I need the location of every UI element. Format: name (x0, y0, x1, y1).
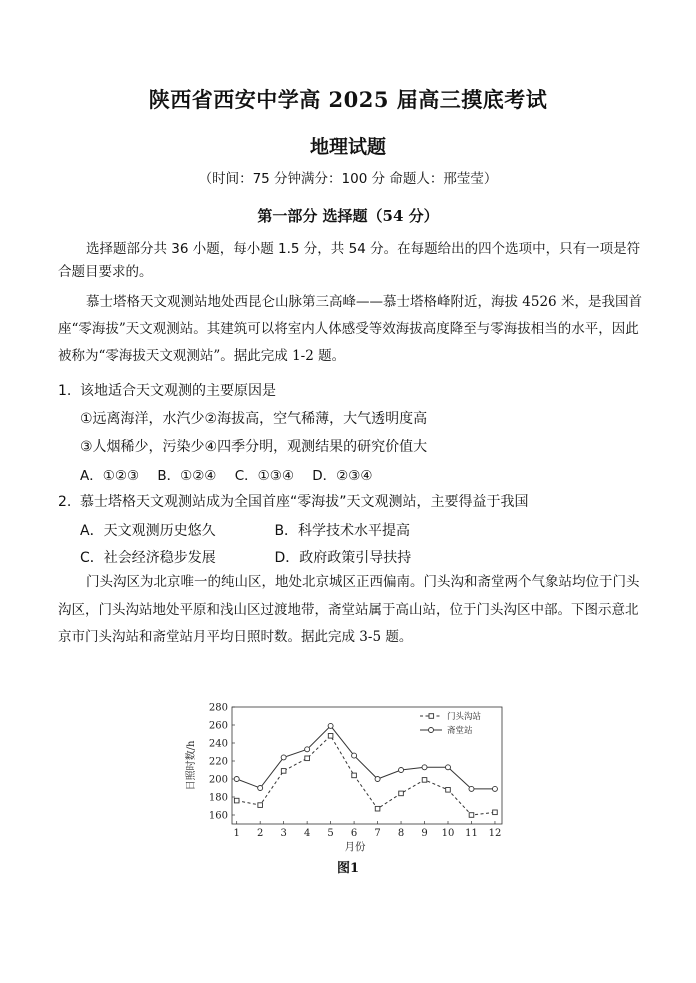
x-tick-label: 11 (465, 828, 478, 839)
question-2-options-row1 (80, 520, 464, 540)
x-tick-label: 1 (233, 828, 240, 839)
y-tick-label: 280 (208, 702, 228, 714)
exam-meta: （时间：75 分钟满分：100 分 命题人：邢莹莹） (198, 171, 498, 187)
data-point-circle (469, 786, 474, 791)
option-d[interactable]: D．②③④ (312, 468, 373, 484)
x-tick-label: 5 (327, 828, 334, 839)
data-point-square (352, 773, 357, 778)
option-a[interactable]: A．①②③ (80, 468, 140, 484)
option-b[interactable]: B．科学技术水平提高 (274, 523, 411, 539)
data-point-circle (422, 765, 427, 770)
question-1-statements-line2: ③人烟稀少，污染少④四季分明，观测结果的研究价值大 (80, 439, 428, 455)
data-point-circle (375, 777, 380, 782)
legend-label: 斋堂站 (447, 726, 473, 737)
x-tick-label: 7 (374, 828, 381, 839)
data-point-circle (446, 765, 451, 770)
x-tick-label: 12 (488, 828, 502, 839)
y-tick-label: 200 (208, 774, 228, 786)
question-number: 2. (58, 494, 72, 510)
data-point-square (281, 769, 286, 774)
data-point-square (375, 806, 380, 811)
legend-marker-square (429, 714, 434, 719)
y-tick-label: 240 (208, 738, 228, 750)
legend-marker-circle (429, 728, 434, 733)
exam-title: 陕西省西安中学高 2025 届高三摸底考试 (148, 87, 548, 112)
passage-1: 慕士塔格天文观测站地处西昆仑山脉第三高峰——慕士塔格峰附近，海拔 4526 米，是我国首座“零海拔”天文观测站。其建筑可以将室内人体感受等效海拔高度降至与零海拔相当的水平，因此被称为“零海拔天文观测站”。据此完成 1-2 题。 (58, 294, 642, 364)
y-tick-label: 160 (208, 810, 228, 822)
subject-title: 地理试题 (309, 136, 386, 158)
figure-caption: 图1 (336, 861, 360, 876)
data-point-square (258, 803, 263, 808)
data-point-circle (305, 747, 310, 752)
y-tick-label: 180 (208, 792, 228, 804)
question-1 (58, 381, 648, 401)
x-tick-label: 4 (303, 828, 311, 839)
y-tick-label: 220 (208, 756, 228, 768)
data-point-square (422, 778, 427, 783)
question-2-options-row2 (80, 547, 464, 567)
x-tick-label: 10 (441, 828, 455, 839)
data-point-square (469, 813, 474, 818)
y-tick-label: 260 (208, 720, 228, 732)
data-point-square (399, 791, 404, 796)
data-point-square (328, 734, 333, 739)
data-point-square (305, 756, 310, 761)
question-number: 1. (58, 383, 72, 399)
data-point-circle (352, 753, 357, 758)
question-1-options (80, 464, 386, 484)
data-point-circle (492, 786, 497, 791)
data-point-circle (234, 777, 239, 782)
x-tick-label: 8 (397, 828, 405, 839)
data-point-square (446, 788, 451, 793)
question-1-statements-line1: ①远离海洋，水汽少②海拔高，空气稀薄，大气透明度高 (80, 411, 428, 427)
sunshine-hours-chart (180, 697, 510, 857)
question-stem: 慕士塔格天文观测站成为全国首座“零海拔”天文观测站，主要得益于我国 (80, 494, 529, 510)
data-point-circle (281, 755, 286, 760)
question-2 (58, 492, 648, 512)
data-point-circle (328, 723, 333, 728)
option-d[interactable]: D．政府政策引导扶持 (274, 550, 412, 566)
data-point-square (234, 798, 239, 803)
x-tick-label: 6 (350, 828, 358, 839)
x-tick-label: 9 (421, 828, 428, 839)
x-axis-label: 月份 (344, 841, 366, 853)
passage-2: 门头沟区为北京唯一的纯山区，地处北京城区正西偏南。门头沟和斋堂两个气象站均位于门头沟区，门头沟站地处平原和浅山区过渡地带，斋堂站属于高山站，位于门头沟区中部。下图示意北京市门头沟站和斋堂站月平均日照时数。据此完成 3-5 题。 (58, 574, 640, 645)
y-axis-label: 日照时数/h (186, 740, 197, 791)
x-tick-label: 3 (280, 828, 287, 839)
question-stem: 该地适合天文观测的主要原因是 (80, 383, 276, 399)
data-point-circle (258, 786, 263, 791)
option-a[interactable]: A．天文观测历史悠久 (80, 523, 216, 539)
section-instructions: 选择题部分共 36 小题，每小题 1.5 分，共 54 分。在每题给出的四个选项中，只有一项是符合题目要求的。 (58, 241, 641, 280)
x-tick-label: 2 (256, 828, 264, 839)
option-c[interactable]: C．社会经济稳步发展 (80, 550, 216, 566)
plot-frame (232, 707, 502, 824)
legend-label: 门头沟站 (447, 712, 482, 723)
data-point-square (493, 810, 498, 815)
option-c[interactable]: C．①③④ (234, 468, 294, 484)
section-heading: 第一部分 选择题（54 分） (257, 207, 439, 225)
option-b[interactable]: B．①②④ (157, 468, 217, 484)
data-point-circle (399, 768, 404, 773)
